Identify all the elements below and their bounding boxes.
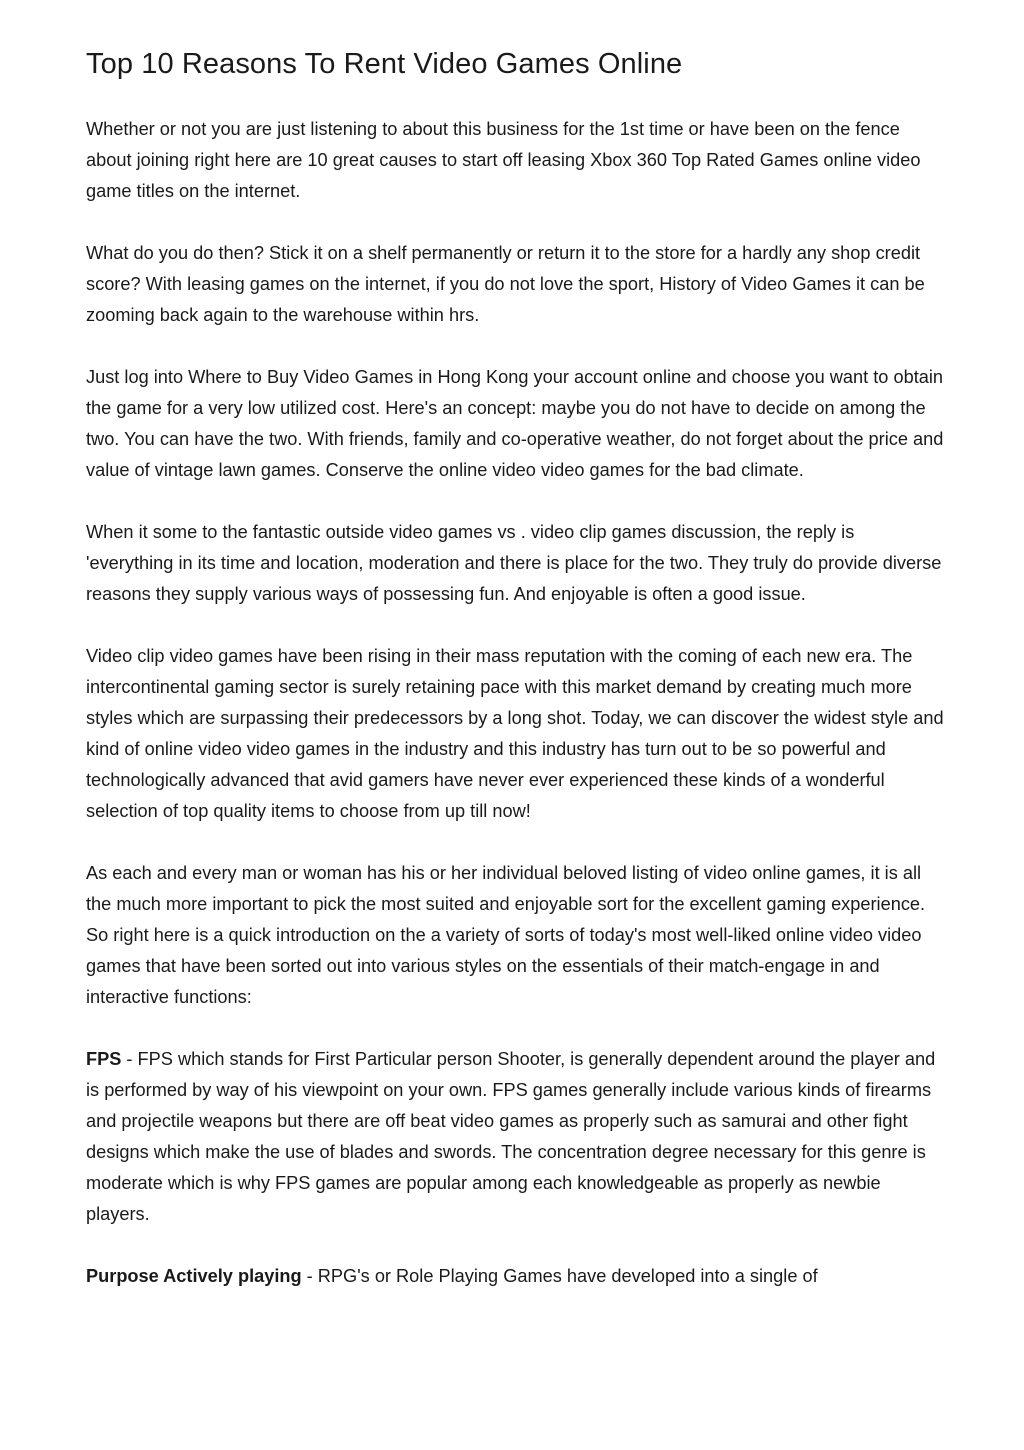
- paragraph-outside-games: When it some to the fantastic outside video games vs . video clip games discussion, the reply is 'everything in its time and location, moderation and there is place for the two. They truly do provide diverse reasons they supply various ways of possessing fun. And enjoyable is often a good issue.: [86, 522, 942, 604]
- document-page: [86, 44, 946, 1323]
- fps-description: - FPS which stands for First Particular person Shooter, is generally dependent around the player and is performed by way of his viewpoint on your own. FPS games generally include various kinds of firearms and projectile weapons but there are off beat video games as properly such as samurai and other fight designs which make the use of blades and swords. The concentration degree necessary for this genre is moderate which is why FPS games are popular among each knowledgeable as properly as newbie players.: [86, 1049, 936, 1224]
- paragraph-popularity: Video clip video games have been rising in their mass reputation with the coming of each new era. The intercontinental gaming sector is surely retaining pace with this market demand by creating much more styles which are surpassing their predecessors by a long shot. Today, we can discover the widest style and kind of online video video games in the industry and this industry has turn out to be so powerful and technologically advanced that avid gamers have never ever experienced these kinds of a wonderful selection of top quality items to choose from up till now!: [86, 646, 944, 821]
- rpg-description: - RPG's or Role Playing Games have developed into a single of: [301, 1266, 818, 1286]
- page-title: Top 10 Reasons To Rent Video Games Online: [86, 48, 683, 80]
- paragraph-fps: [86, 1044, 946, 1230]
- paragraph-intro: Whether or not you are just listening to about this business for the 1st time or have been on the fence about joining right here are 10 great causes to start off leasing Xbox 360 Top Rated Games online video game titles on the internet.: [86, 119, 921, 201]
- paragraph-rpg: [86, 1261, 946, 1292]
- paragraph-genres-intro: As each and every man or woman has his or her individual beloved listing of video online games, it is all the much more important to pick the most suited and enjoyable sort for the excellent gaming experience. So right here is a quick introduction on the a variety of sorts of today's most well-liked online video video games that have been sorted out into various styles on the essentials of their match-engage in and interactive functions:: [86, 863, 926, 1007]
- fps-term: FPS: [86, 1049, 122, 1069]
- rpg-term: Purpose Actively playing: [86, 1266, 302, 1286]
- paragraph-shelf: What do you do then? Stick it on a shelf permanently or return it to the store for a hardly any shop credit score? With leasing games on the internet, if you do not love the sport, History of Video Games it can be zooming back again to the warehouse within hrs.: [86, 243, 925, 325]
- paragraph-login: Just log into Where to Buy Video Games in Hong Kong your account online and choose you want to obtain the game for a very low utilized cost. Here's an concept: maybe you do not have to decide on among the two. You can have the two. With friends, family and co-operative weather, do not forget about the price and value of vintage lawn games. Conserve the online video video games for the bad climate.: [86, 367, 944, 480]
